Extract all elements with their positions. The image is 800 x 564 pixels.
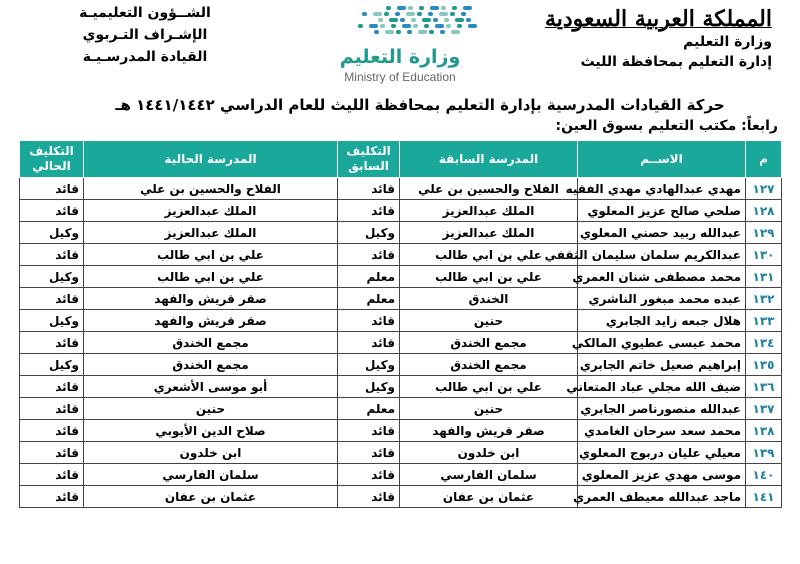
previous-role: قائد bbox=[338, 442, 400, 464]
current-role: قائد bbox=[20, 464, 84, 486]
logo-dot bbox=[419, 6, 424, 10]
logo-dot bbox=[362, 12, 367, 16]
person-name: صلحي صالح عزيز المعلوي bbox=[578, 200, 746, 222]
current-school: سلمان الفارسي bbox=[84, 464, 338, 486]
previous-school: حنين bbox=[400, 310, 578, 332]
current-role: وكيل bbox=[20, 222, 84, 244]
logo-dot bbox=[444, 18, 449, 22]
current-role: قائد bbox=[20, 332, 84, 354]
previous-school: الخندق bbox=[400, 288, 578, 310]
person-name: محمد عيسى عطيوي المالكي bbox=[578, 332, 746, 354]
current-role: قائد bbox=[20, 420, 84, 442]
current-school: أبو موسى الأشعري bbox=[84, 376, 338, 398]
logo-dot bbox=[408, 6, 413, 10]
logo-dot bbox=[386, 6, 391, 10]
ministry-name: وزارة التعليم bbox=[683, 34, 772, 50]
current-role: قائد bbox=[20, 486, 84, 508]
logo-dot bbox=[385, 30, 394, 34]
current-school: علي بن ابي طالب bbox=[84, 266, 338, 288]
row-index: ١٣٨ bbox=[746, 420, 782, 442]
ministry-logo bbox=[300, 2, 500, 92]
header-left-line: القيادة المدرسـيـة bbox=[82, 49, 208, 65]
current-school: عثمان بن عفان bbox=[84, 486, 338, 508]
kingdom-name: المملكة العربية السعودية bbox=[544, 6, 772, 32]
row-index: ١٢٩ bbox=[746, 222, 782, 244]
logo-dot bbox=[424, 24, 429, 28]
row-index: ١٣٣ bbox=[746, 310, 782, 332]
current-school: الملك عبدالعزيز bbox=[84, 200, 338, 222]
person-name: إبراهيم صعيل خاتم الجابري bbox=[578, 354, 746, 376]
previous-school: مجمع الخندق bbox=[400, 354, 578, 376]
current-school: علي بن ابي طالب bbox=[84, 244, 338, 266]
previous-role: قائد bbox=[338, 244, 400, 266]
logo-dot bbox=[417, 12, 422, 16]
logo-dot bbox=[389, 18, 398, 22]
current-role: قائد bbox=[20, 398, 84, 420]
previous-role: قائد bbox=[338, 332, 400, 354]
person-name: عبدالله ربيد حصني المعلوي bbox=[578, 222, 746, 244]
header-right bbox=[542, 6, 772, 72]
previous-role: قائد bbox=[338, 464, 400, 486]
table-row bbox=[20, 178, 782, 200]
logo-dot bbox=[450, 12, 455, 16]
previous-school: ابن خلدون bbox=[400, 442, 578, 464]
previous-school: سلمان الفارسي bbox=[400, 464, 578, 486]
logo-english-text: Ministry of Education bbox=[344, 70, 456, 84]
row-index: ١٤١ bbox=[746, 486, 782, 508]
person-name: معيلي عليان دربوج المعلوي bbox=[578, 442, 746, 464]
previous-school: حنين bbox=[400, 398, 578, 420]
person-name: عبدالكريم سلمان سليمان الثقفي bbox=[578, 244, 746, 266]
current-school: الملك عبدالعزيز bbox=[84, 222, 338, 244]
logo-dot bbox=[373, 12, 382, 16]
previous-role: قائد bbox=[338, 310, 400, 332]
assignments-table bbox=[19, 140, 782, 508]
person-name: موسى مهدي عزيز المعلوي bbox=[578, 464, 746, 486]
current-school: صقر قريش والفهد bbox=[84, 310, 338, 332]
logo-dot bbox=[411, 18, 416, 22]
logo-dot bbox=[406, 12, 415, 16]
logo-dot bbox=[455, 18, 464, 22]
previous-school: علي بن ابي طالب bbox=[400, 376, 578, 398]
person-name: محمد مصطفى شنان العمري bbox=[578, 266, 746, 288]
logo-dot bbox=[439, 12, 448, 16]
current-school: حنين bbox=[84, 398, 338, 420]
current-role: وكيل bbox=[20, 266, 84, 288]
previous-school: الملك عبدالعزيز bbox=[400, 222, 578, 244]
logo-dot bbox=[396, 30, 401, 34]
logo-dot bbox=[428, 12, 433, 16]
row-index: ١٢٧ bbox=[746, 178, 782, 200]
row-index: ١٣١ bbox=[746, 266, 782, 288]
logo-dot bbox=[452, 6, 457, 10]
table-row bbox=[20, 398, 782, 420]
table-row bbox=[20, 200, 782, 222]
logo-arabic-text: وزارة التعليم bbox=[339, 46, 461, 68]
previous-school: علي بن ابي طالب bbox=[400, 266, 578, 288]
logo-dot bbox=[402, 24, 411, 28]
logo-dot bbox=[440, 30, 445, 34]
previous-role: معلم bbox=[338, 398, 400, 420]
header-left bbox=[60, 2, 230, 68]
row-index: ١٣٠ bbox=[746, 244, 782, 266]
current-role: قائد bbox=[20, 200, 84, 222]
previous-school: عثمان بن عفان bbox=[400, 486, 578, 508]
logo-dot bbox=[400, 18, 405, 22]
column-header-index: م bbox=[746, 141, 782, 178]
row-index: ١٤٠ bbox=[746, 464, 782, 486]
person-name: مهدي عبدالهادي مهدي الفقيه bbox=[578, 178, 746, 200]
logo-dot bbox=[407, 30, 412, 34]
previous-school: الملك عبدالعزيز bbox=[400, 200, 578, 222]
previous-school: الفلاح والحسين بن علي bbox=[400, 178, 578, 200]
current-role: قائد bbox=[20, 178, 84, 200]
logo-dot bbox=[430, 6, 439, 10]
person-name: هلال جبعه زايد الجابري bbox=[578, 310, 746, 332]
header-left-line: الإشـراف التـربوي bbox=[82, 27, 208, 43]
current-role: قائد bbox=[20, 244, 84, 266]
table-row bbox=[20, 244, 782, 266]
current-school: صلاح الدين الأيوبي bbox=[84, 420, 338, 442]
column-header-current-school: المدرسة الحالية bbox=[84, 141, 338, 178]
current-role: وكيل bbox=[20, 310, 84, 332]
current-school: ابن خلدون bbox=[84, 442, 338, 464]
table-row bbox=[20, 288, 782, 310]
logo-dot bbox=[468, 24, 477, 28]
logo-dot bbox=[378, 18, 383, 22]
row-index: ١٣٢ bbox=[746, 288, 782, 310]
logo-dot bbox=[358, 24, 363, 28]
current-school: مجمع الخندق bbox=[84, 332, 338, 354]
previous-role: معلم bbox=[338, 266, 400, 288]
row-index: ١٢٨ bbox=[746, 200, 782, 222]
table-row bbox=[20, 420, 782, 442]
row-index: ١٣٤ bbox=[746, 332, 782, 354]
logo-dot bbox=[397, 6, 406, 10]
row-index: ١٣٦ bbox=[746, 376, 782, 398]
logo-mark-icon bbox=[300, 2, 500, 46]
header-left-line: الشــؤون التعليميـة bbox=[79, 5, 211, 21]
logo-dot bbox=[391, 24, 396, 28]
previous-role: قائد bbox=[338, 178, 400, 200]
logo-dot bbox=[461, 12, 466, 16]
previous-role: وكيل bbox=[338, 376, 400, 398]
logo-dot bbox=[441, 6, 446, 10]
table-row bbox=[20, 266, 782, 288]
current-role: قائد bbox=[20, 442, 84, 464]
document-title: حركة القيادات المدرسية بإدارة التعليم بمحافظة الليث للعام الدراسي ١٤٤١/١٤٤٢ هـ bbox=[115, 96, 725, 114]
table-row bbox=[20, 464, 782, 486]
row-index: ١٣٥ bbox=[746, 354, 782, 376]
previous-role: قائد bbox=[338, 486, 400, 508]
logo-dot bbox=[374, 30, 379, 34]
current-role: قائد bbox=[20, 376, 84, 398]
table-row bbox=[20, 354, 782, 376]
logo-dot bbox=[380, 24, 385, 28]
row-index: ١٣٧ bbox=[746, 398, 782, 420]
logo-dot bbox=[433, 18, 438, 22]
table-row bbox=[20, 332, 782, 354]
section-subtitle: رابعاً: مكتب التعليم بسوق العين: bbox=[555, 118, 778, 134]
previous-school: مجمع الخندق bbox=[400, 332, 578, 354]
previous-school: علي بن ابي طالب bbox=[400, 244, 578, 266]
logo-dot bbox=[422, 18, 431, 22]
logo-dot bbox=[435, 24, 444, 28]
column-header-current-role: التكليف الحالي bbox=[20, 141, 84, 178]
table-header-row bbox=[20, 141, 782, 178]
current-school: الفلاح والحسين بن علي bbox=[84, 178, 338, 200]
table-row bbox=[20, 310, 782, 332]
logo-dot bbox=[446, 24, 451, 28]
current-school: مجمع الخندق bbox=[84, 354, 338, 376]
logo-dot bbox=[429, 30, 434, 34]
column-header-previous-role: التكليف السابق bbox=[338, 141, 400, 178]
table-row bbox=[20, 442, 782, 464]
previous-role: قائد bbox=[338, 420, 400, 442]
logo-dot bbox=[451, 30, 460, 34]
directorate-name: إدارة التعليم بمحافظة الليث bbox=[580, 54, 772, 70]
column-header-previous-school: المدرسة السابقة bbox=[400, 141, 578, 178]
previous-school: صقر قريش والفهد bbox=[400, 420, 578, 442]
logo-dot bbox=[384, 12, 389, 16]
person-name: ضيف الله مجلي عباد المتعاني bbox=[578, 376, 746, 398]
logo-dot bbox=[413, 24, 418, 28]
person-name: عبدالله منصورناصر الجابري bbox=[578, 398, 746, 420]
previous-role: وكيل bbox=[338, 354, 400, 376]
logo-dot bbox=[463, 6, 472, 10]
person-name: عبده محمد مبغور الناشري bbox=[578, 288, 746, 310]
logo-dot bbox=[457, 24, 462, 28]
logo-dot bbox=[369, 24, 378, 28]
current-school: صقر قريش والفهد bbox=[84, 288, 338, 310]
table-row bbox=[20, 486, 782, 508]
current-role: وكيل bbox=[20, 354, 84, 376]
column-header-name: الاســم bbox=[578, 141, 746, 178]
row-index: ١٣٩ bbox=[746, 442, 782, 464]
person-name: محمد سعد سرحان الغامدي bbox=[578, 420, 746, 442]
logo-dot bbox=[466, 18, 471, 22]
logo-dot bbox=[395, 12, 400, 16]
previous-role: قائد bbox=[338, 200, 400, 222]
previous-role: معلم bbox=[338, 288, 400, 310]
person-name: ماجد عبدالله معيطف العمري bbox=[578, 486, 746, 508]
current-role: قائد bbox=[20, 288, 84, 310]
table-row bbox=[20, 222, 782, 244]
table-row bbox=[20, 376, 782, 398]
logo-dot bbox=[418, 30, 427, 34]
previous-role: وكيل bbox=[338, 222, 400, 244]
